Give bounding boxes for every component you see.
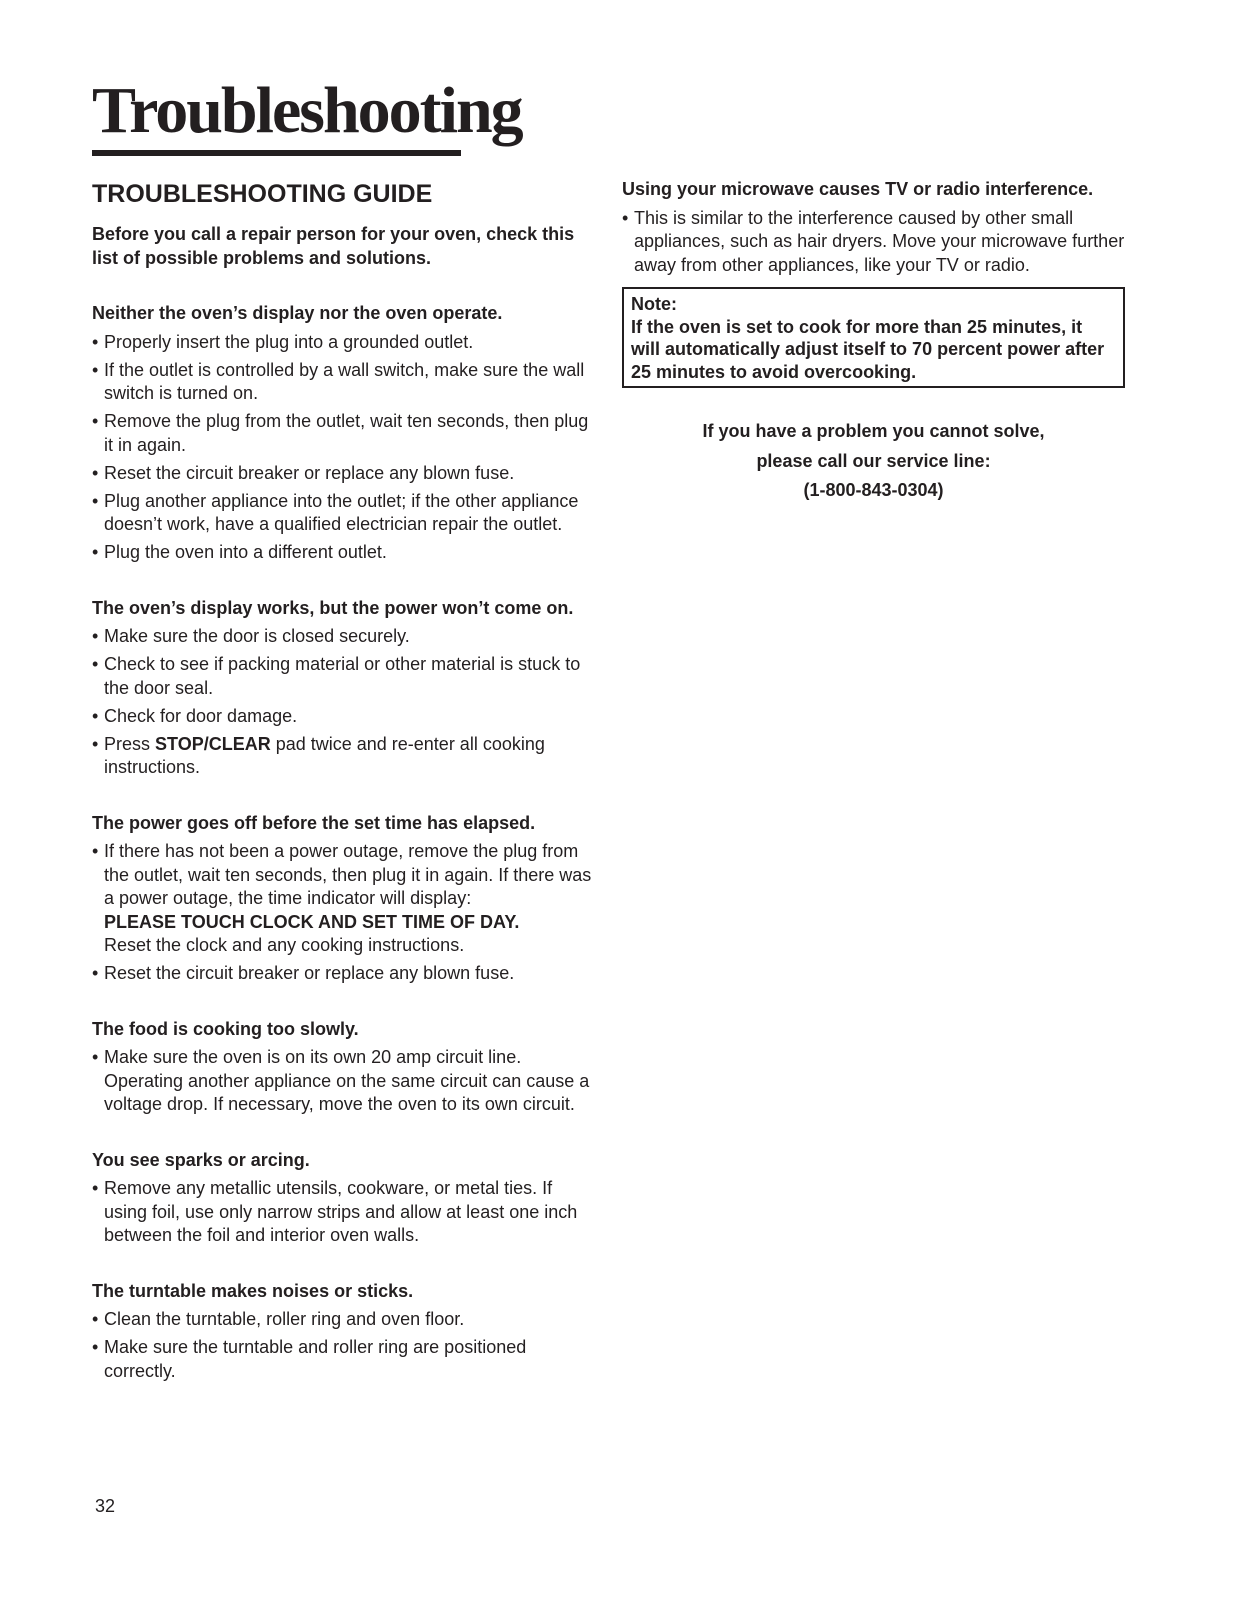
section-power-goes-off <box>92 812 592 986</box>
item-text: If there has not been a power outage, remove the plug from the outlet, wait ten seconds, then plug it in again. If there was a power outage, the time indicator will display: <box>104 841 592 908</box>
service-info <box>622 420 1125 503</box>
solution-list <box>92 840 592 986</box>
list-item: • Reset the circuit breaker or replace any blown fuse. <box>92 462 592 486</box>
service-line-1: If you have a problem you cannot solve, <box>702 421 1045 441</box>
solution-list <box>622 207 1125 278</box>
list-item: • Plug the oven into a different outlet. <box>92 541 592 565</box>
list-item: • Make sure the door is closed securely. <box>92 625 592 649</box>
section-title: You see sparks or arcing. <box>92 1149 310 1170</box>
section-turntable-noise <box>92 1280 592 1384</box>
section-interference <box>622 178 1125 277</box>
solution-list <box>92 625 592 780</box>
list-item: • If the outlet is controlled by a wall switch, make sure the wall switch is turned on. <box>92 359 592 406</box>
section-title: The oven’s display works, but the power won’t come on. <box>92 597 574 618</box>
list-item: • This is similar to the interference caused by other small appliances, such as hair dryers. Move your microwave further away from other appliances, like your TV or radio. <box>622 207 1125 278</box>
service-line-2: please call our service line: <box>756 450 991 471</box>
list-item: • Reset the circuit breaker or replace any blown fuse. <box>92 962 592 986</box>
section-title: Using your microwave causes TV or radio interference. <box>622 179 1094 199</box>
section-sparks-arcing <box>92 1149 592 1248</box>
page-title: Troubleshooting <box>92 74 522 147</box>
list-item: • Check to see if packing material or other material is stuck to the door seal. <box>92 653 592 700</box>
title-underline <box>92 150 461 156</box>
solution-list <box>92 1046 592 1117</box>
item-text: Press <box>104 733 156 754</box>
list-item: • Properly insert the plug into a grounded outlet. <box>92 331 592 355</box>
list-item: • Make sure the turntable and roller ring are positioned correctly. <box>92 1336 592 1383</box>
list-item: • Remove the plug from the outlet, wait ten seconds, then plug it in again. <box>92 410 592 457</box>
list-item: • Make sure the oven is on its own 20 amp circuit line. Operating another appliance on the same circuit can cause a voltage drop. If necessary, move the oven to its own circuit. <box>92 1046 592 1117</box>
page-number: 32 <box>95 1496 116 1516</box>
note-box <box>622 287 1125 388</box>
stop-clear-pad-label: STOP/CLEAR <box>155 733 271 754</box>
solution-list <box>92 1177 592 1248</box>
section-power-wont-come-on <box>92 597 592 780</box>
intro-text: Before you call a repair person for your oven, check this list of possible problems and solutions. <box>92 224 575 268</box>
list-item <box>92 733 592 780</box>
right-column <box>622 178 1125 509</box>
note-label: Note: <box>631 294 677 314</box>
service-phone: (1-800-843-0304) <box>803 480 944 500</box>
list-item: • Clean the turntable, roller ring and oven floor. <box>92 1308 592 1332</box>
left-column <box>92 178 592 1388</box>
item-text: Reset the clock and any cooking instructions. <box>104 935 465 955</box>
note-text: If the oven is set to cook for more than 25 minutes, it will automatically adjust itself to 70 percent power after 25 minutes to avoid overcooking. <box>631 316 1105 382</box>
display-message: PLEASE TOUCH CLOCK AND SET TIME OF DAY. <box>104 911 520 932</box>
solution-list <box>92 331 592 565</box>
section-no-operation <box>92 302 592 565</box>
list-item: • Remove any metallic utensils, cookware, or metal ties. If using foil, use only narrow strips and allow at least one inch between the foil and interior oven walls. <box>92 1177 592 1248</box>
solution-list <box>92 1308 592 1383</box>
section-title: Neither the oven’s display nor the oven operate. <box>92 303 503 323</box>
section-title: The turntable makes noises or sticks. <box>92 1280 414 1301</box>
section-cooking-slowly <box>92 1018 592 1117</box>
item-text: pad twice and re-enter all cooking instructions. <box>104 733 545 777</box>
section-title: The power goes off before the set time has elapsed. <box>92 812 536 833</box>
list-item: • Check for door damage. <box>92 705 592 729</box>
section-title: The food is cooking too slowly. <box>92 1018 359 1039</box>
list-item <box>92 840 592 958</box>
guide-heading: TROUBLESHOOTING GUIDE <box>92 180 433 208</box>
list-item: • Plug another appliance into the outlet; if the other appliance doesn’t work, have a qualified electrician repair the outlet. <box>92 490 592 537</box>
